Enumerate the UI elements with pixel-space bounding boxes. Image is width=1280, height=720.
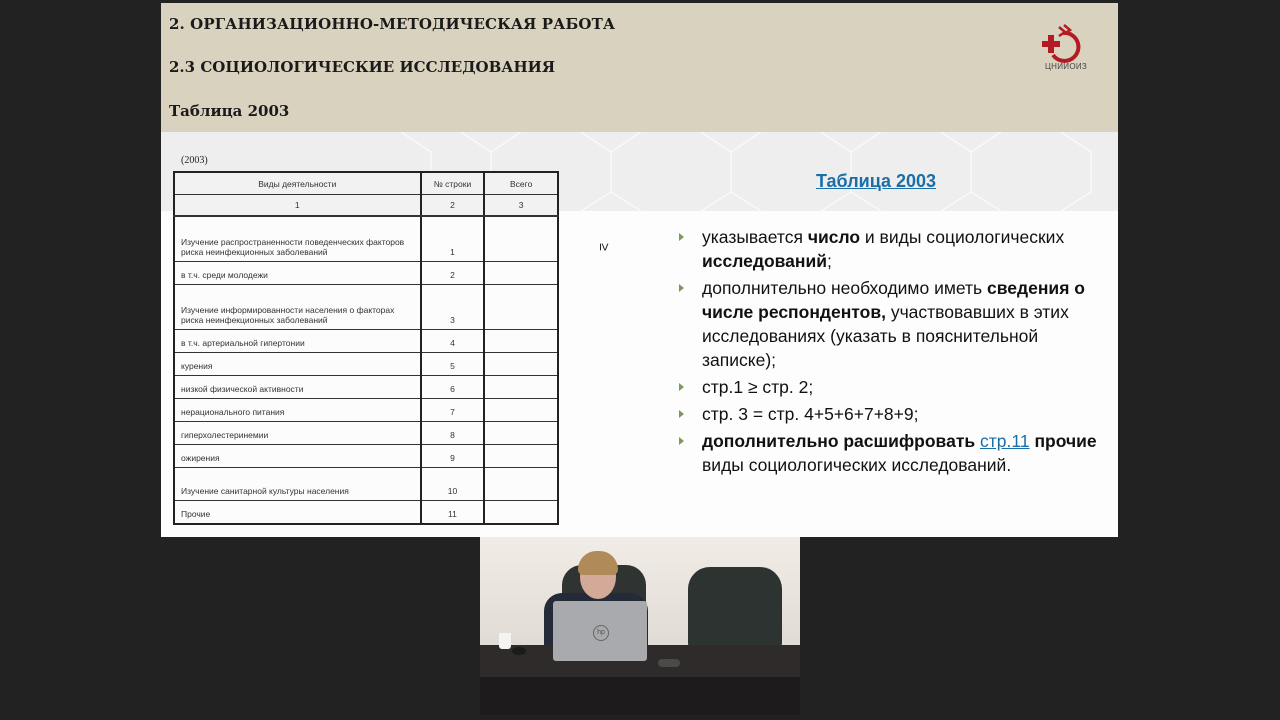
triangle-bullet-icon [679,383,684,391]
presentation-slide [161,3,1118,537]
triangle-bullet-icon [679,284,684,292]
table-title: Таблица 2003 [169,102,290,120]
list-item [679,402,1099,426]
column-header-total: Всего [484,172,558,195]
text: стр. 3 = стр. 4+5+6+7+8+9; [702,404,919,424]
row-total-cell [484,262,558,285]
triangle-bullet-icon [679,437,684,445]
row-label: Прочие [174,501,421,525]
bold-text: прочие [1034,431,1097,451]
bold-text: число [807,227,861,247]
row-label: ожирения [174,445,421,468]
list-item [679,276,1099,372]
row-line-number: 10 [421,468,485,501]
table-2003-link[interactable]: Таблица 2003 [816,171,937,191]
row-total-cell [484,216,558,262]
row-label: в т.ч. среди молодежи [174,262,421,285]
row-label: нерационального питания [174,399,421,422]
column-header-activity: Виды деятельности [174,172,421,195]
list-item [679,375,1099,399]
form-code: (2003) [181,155,208,166]
computer-mouse [512,647,526,655]
table-row [174,376,558,399]
requirements-list [679,225,1099,480]
row-line-number: 2 [421,262,485,285]
table-row [174,501,558,525]
row-total-cell [484,330,558,353]
desk-device [658,659,680,667]
bold-text: дополнительно расшифровать [702,431,976,451]
logo-text: ЦНИИОИЗ [1044,62,1088,71]
row-total-cell [484,376,558,399]
table-row [174,285,558,330]
row-line-number: 11 [421,501,485,525]
list-item [679,225,1099,273]
text: виды социологических исследований. [702,455,1012,475]
row-line-number: 3 [421,285,485,330]
laptop [553,601,647,661]
slide-header [161,3,1118,132]
triangle-bullet-icon [679,410,684,418]
row-label: в т.ч. артериальной гипертонии [174,330,421,353]
row-total-cell [484,445,558,468]
bold-text: исследований [702,251,827,271]
row-label: курения [174,353,421,376]
row-line-number: 7 [421,399,485,422]
column-number: 1 [174,195,421,217]
bold-text: сведения о числе респондентов, [702,278,1085,322]
row-total-cell [484,285,558,330]
row-label: низкой физической активности [174,376,421,399]
text: указывается [702,227,808,247]
row-total-cell [484,353,558,376]
row-total-cell [484,399,558,422]
table-row [174,330,558,353]
row-line-number: 4 [421,330,485,353]
line-11-link[interactable]: стр.11 [980,431,1030,451]
text: дополнительно необходимо иметь [702,278,988,298]
table-row [174,353,558,376]
column-number: 3 [484,195,558,217]
section-title: 2. ОРГАНИЗАЦИОННО-МЕТОДИЧЕСКАЯ РАБОТА [169,15,616,33]
triangle-bullet-icon [679,233,684,241]
table-row [174,216,558,262]
hp-logo-icon: hp [593,625,609,641]
table-row [174,262,558,285]
form-table-2003 [173,171,559,525]
table-row [174,445,558,468]
office-chair [688,567,782,649]
row-label: Изучение распространенности поведенческих факторов риска неинфекционных заболеваний [174,216,421,262]
row-label: Изучение санитарной культуры населения [174,468,421,501]
row-label: Изучение информированности населения о факторах риска неинфекционных заболеваний [174,285,421,330]
greater-equal-symbol: ≥ [596,243,613,251]
row-line-number: 6 [421,376,485,399]
desk-front [480,677,800,715]
row-line-number: 5 [421,353,485,376]
text: и виды социологических [860,227,1065,247]
column-number: 2 [421,195,485,217]
paper-cup [499,633,511,649]
text: стр.1 ≥ стр. 2; [702,377,814,397]
list-item [679,429,1099,477]
row-line-number: 1 [421,216,485,262]
row-total-cell [484,468,558,501]
row-line-number: 8 [421,422,485,445]
row-line-number: 9 [421,445,485,468]
row-total-cell [484,422,558,445]
text: ; [827,251,832,271]
table-row [174,422,558,445]
column-header-line: № строки [421,172,485,195]
presenter-video-feed [480,537,800,715]
row-total-cell [484,501,558,525]
row-label: гиперхолестеринемии [174,422,421,445]
table-row [174,399,558,422]
table-row [174,468,558,501]
text: участвовавших в этих исследованиях (указать в пояснительной записке); [702,302,1069,370]
subsection-title: 2.3 СОЦИОЛОГИЧЕСКИЕ ИССЛЕДОВАНИЯ [169,58,556,76]
